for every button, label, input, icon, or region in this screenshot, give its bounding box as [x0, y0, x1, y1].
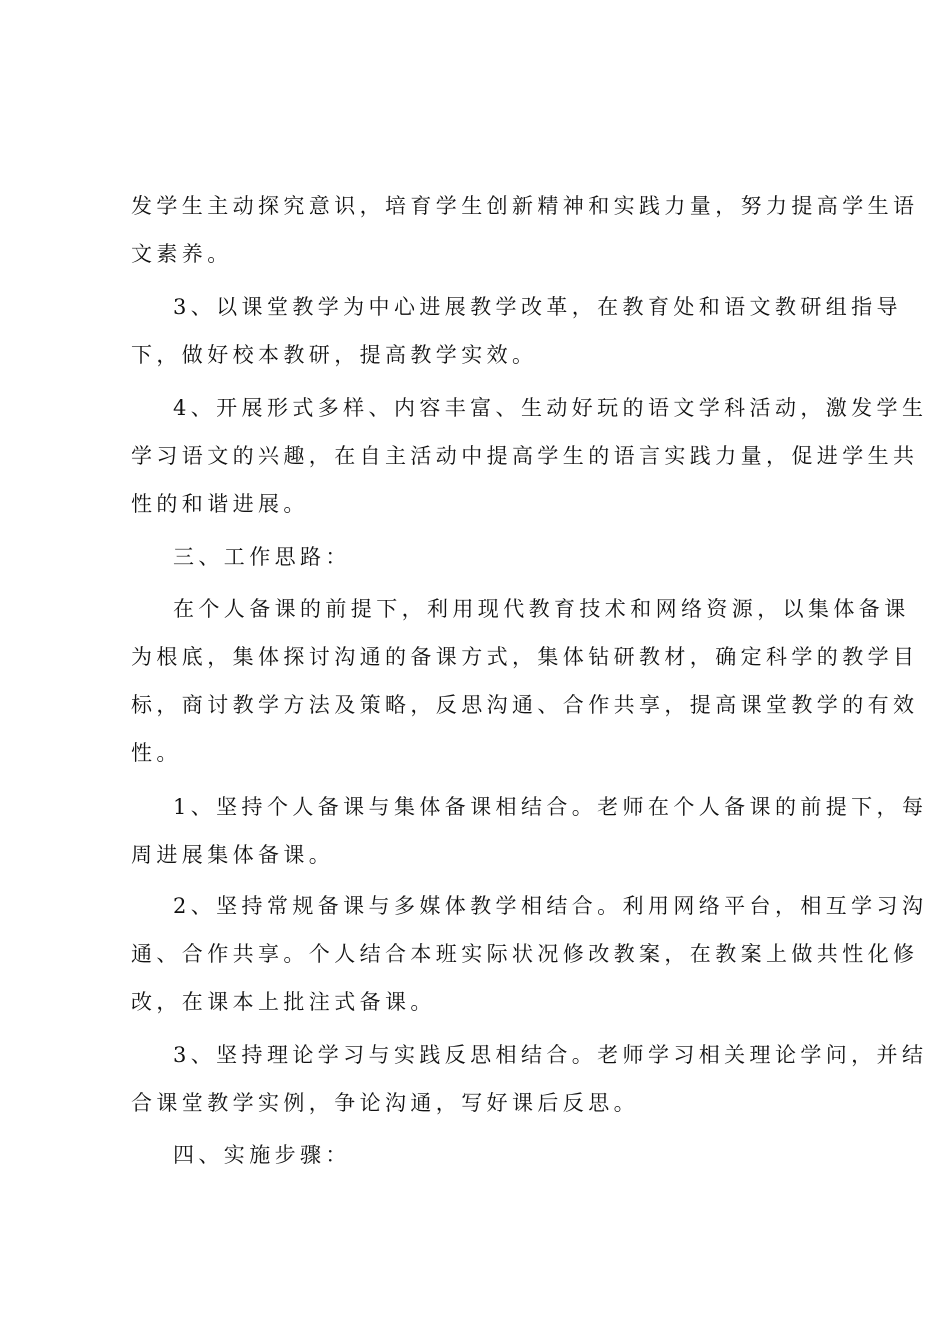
text-line: 性。	[131, 741, 182, 765]
text-line: 4、开展形式多样、内容丰富、生动好玩的语文学科活动，激发学生	[173, 396, 928, 420]
text-line: 2、坚持常规备课与多媒体教学相结合。利用网络平台，相互学习沟	[173, 894, 928, 918]
text-line: 周进展集体备课。	[131, 843, 335, 867]
text-line: 文素养。	[131, 242, 233, 266]
text-line: 发学生主动探究意识，培育学生创新精神和实践力量，努力提高学生语	[131, 194, 919, 218]
section-heading: 四、实施步骤：	[173, 1143, 351, 1167]
text-line: 为根底，集体探讨沟通的备课方式，集体钻研教材，确定科学的教学目	[131, 645, 919, 669]
text-line: 性的和谐进展。	[131, 492, 309, 516]
text-line: 合课堂教学实例，争论沟通，写好课后反思。	[131, 1091, 639, 1115]
text-line: 标，商讨教学方法及策略，反思沟通、合作共享，提高课堂教学的有效	[131, 693, 919, 717]
text-line: 在个人备课的前提下，利用现代教育技术和网络资源，以集体备课	[173, 597, 910, 621]
text-line: 下，做好校本教研，提高教学实效。	[131, 343, 538, 367]
text-line: 学习语文的兴趣，在自主活动中提高学生的语言实践力量，促进学生共	[131, 444, 919, 468]
text-line: 3、坚持理论学习与实践反思相结合。老师学习相关理论学问，并结	[173, 1043, 928, 1067]
text-line: 改，在课本上批注式备课。	[131, 990, 436, 1014]
section-heading: 三、工作思路：	[173, 545, 351, 569]
text-line: 3、以课堂教学为中心进展教学改革，在教育处和语文教研组指导	[173, 295, 902, 319]
text-line: 1、坚持个人备课与集体备课相结合。老师在个人备课的前提下，每	[173, 795, 928, 819]
text-line: 通、合作共享。个人结合本班实际状况修改教案，在教案上做共性化修	[131, 942, 919, 966]
